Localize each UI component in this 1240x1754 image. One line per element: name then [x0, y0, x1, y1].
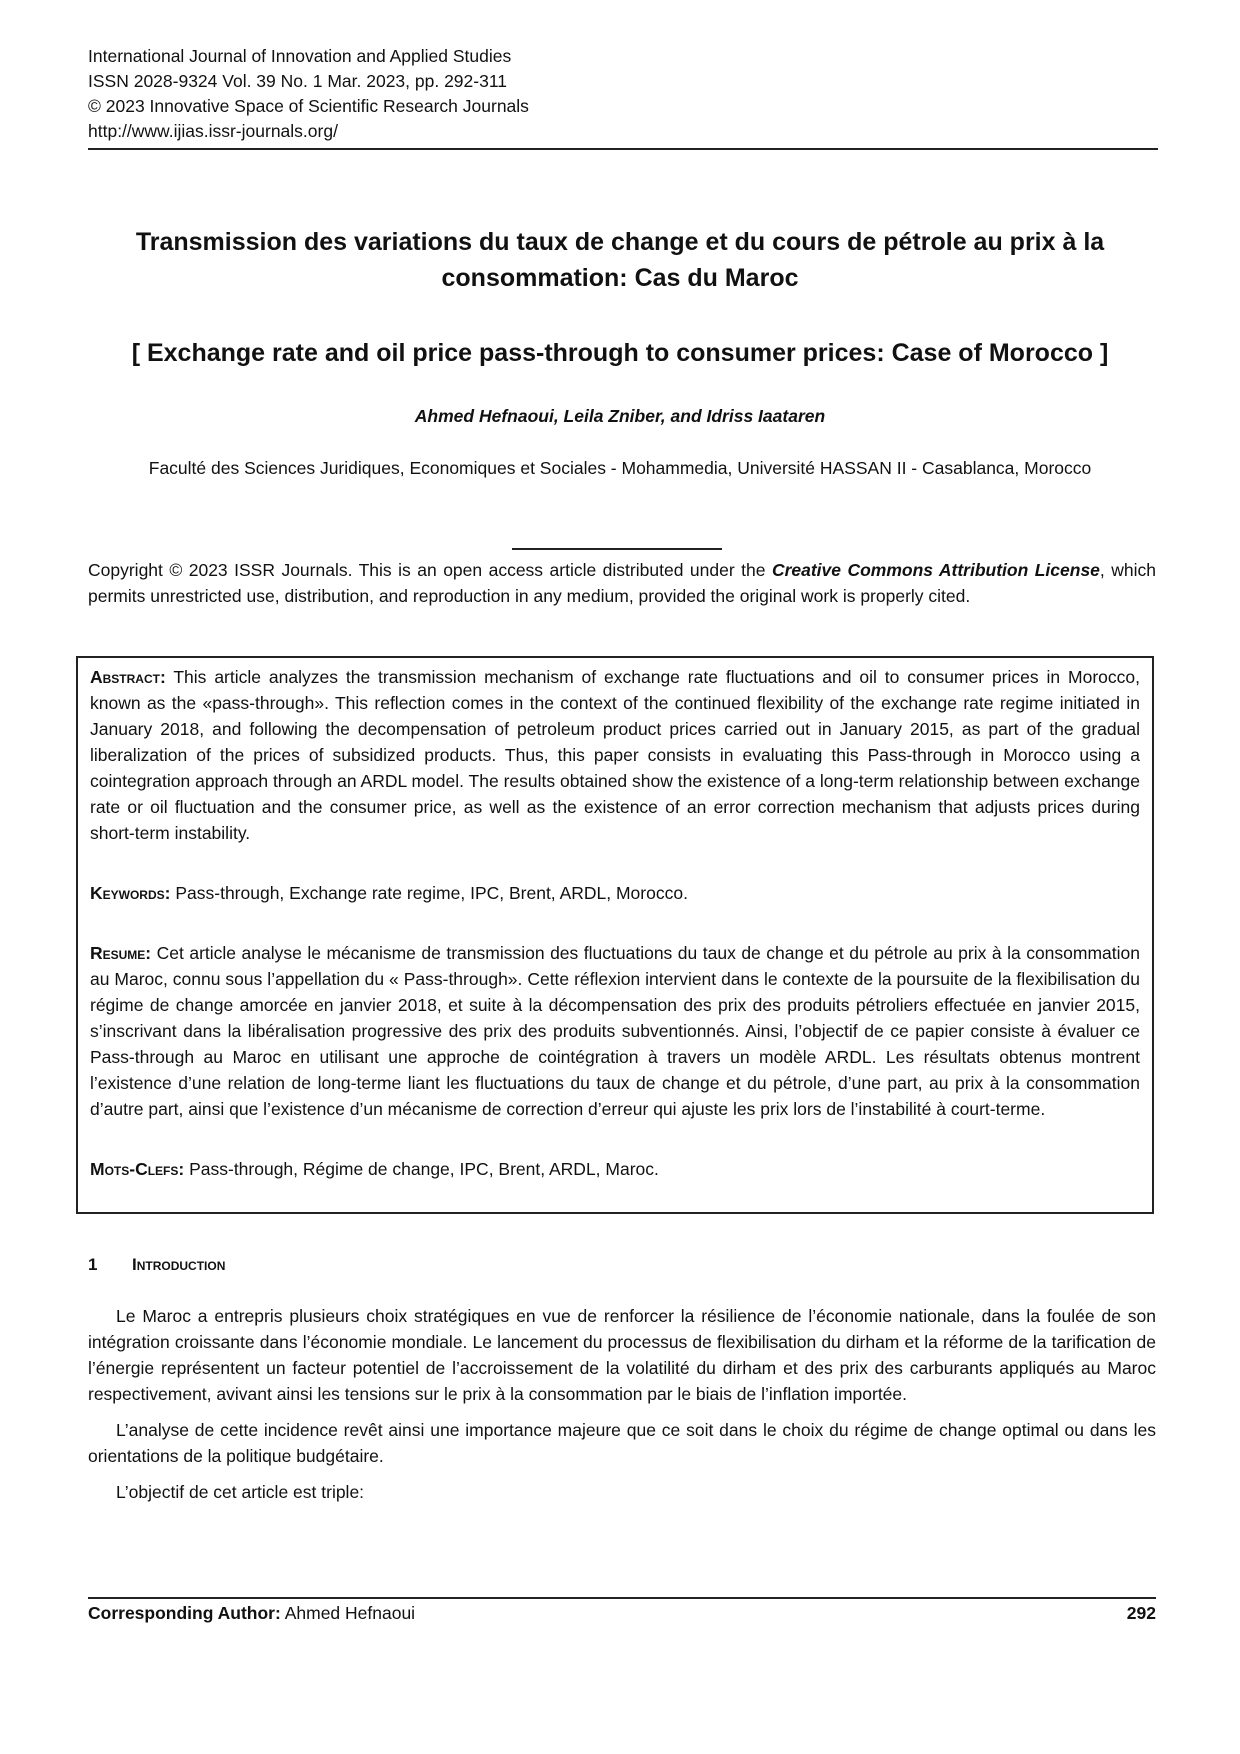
section-heading — [88, 1255, 225, 1275]
body-paragraph: L’objectif de cet article est triple: — [116, 1482, 365, 1502]
page-number: 292 — [1126, 1603, 1156, 1623]
corresponding-author-label: Corresponding Author: — [88, 1603, 281, 1623]
body-paragraph: Le Maroc a entrepris plusieurs choix stratégiques en vue de renforcer la résilience de l’économie nationale, dans la foulée de son intégration croissante dans l’économie mondiale. Le lancement du processus de flexibilisation du dirham et la réforme de la tarification de l’énergie représentent un facteur potentiel de l’accroissement de la volatilité du dirham et des prix des carburants appliqués au Maroc respectivement, avivant ainsi les tensions sur le prix à la consommation par le biais de l’inflation importée. — [88, 1306, 1156, 1404]
body-paragraph: L’analyse de cette incidence revêt ainsi une importance majeure que ce soit dans le choix du régime de change optimal ou dans les orientations de la politique budgétaire. — [88, 1420, 1156, 1466]
journal-name: International Journal of Innovation and Applied Studies — [88, 46, 512, 66]
resume-text: Cet article analyse le mécanisme de transmission des fluctuations du taux de change et du pétrole au prix à la consommation au Maroc, connu sous l’appellation du « Pass-through». Cette réflexion intervient dans le contexte de la poursuite de la flexibilisation du régime de change amorcée en janvier 2018, et suite à la décompensation des prix des produits pétroliers effectuée en janvier 2015, s’inscrivant dans la libéralisation progressive des prix des produits subventionnés. Ainsi, l’objectif de ce papier consiste à évaluer ce Pass-through au Maroc en utilisant une approche de cointégration à travers un modèle ARDL. Les résultats obtenus montrent l’existence d’une relation de long-terme liant les fluctuations du taux de change et du pétrole, d’une part, au prix à la consommation d’autre part, ainsi que l’existence d’un mécanisme de correction d’erreur qui ajuste les prix lors de l’instabilité à court-terme. — [90, 943, 1140, 1119]
corresponding-author — [88, 1603, 415, 1624]
journal-copyright: © 2023 Innovative Space of Scientific Research Journals — [88, 96, 529, 116]
authors: Ahmed Hefnaoui, Leila Zniber, and Idriss Iaataren — [414, 406, 826, 426]
keywords-paragraph — [90, 880, 1140, 906]
resume-paragraph — [90, 940, 1140, 1122]
abstract-text: This article analyzes the transmission mechanism of exchange rate fluctuations and oil to consumer prices in Morocco, known as the «pass-through». This reflection comes in the context of the continued flexibility of the exchange rate regime initiated in January 2018, and following the decompensation of petroleum product prices carried out in January 2015, as part of the gradual liberalization of the prices of subsidized products. Thus, this paper consists in evaluating this Pass-through in Morocco using a cointegration approach through an ARDL model. The results obtained show the existence of a long-term relationship between exchange rate or oil fluctuation and the consumer price, as well as the existence of an error correction mechanism that adjusts prices during short-term instability. — [90, 667, 1140, 843]
page-footer — [88, 1597, 1156, 1624]
keywords-text: Pass-through, Exchange rate regime, IPC, Brent, ARDL, Morocco. — [170, 883, 688, 903]
separator-rule — [512, 548, 722, 550]
mots-clefs-text: Pass-through, Régime de change, IPC, Brent, ARDL, Maroc. — [184, 1159, 659, 1179]
mots-clefs-label: Mots-Clefs: — [90, 1159, 185, 1179]
abstract-label: Abstract: — [90, 667, 166, 687]
abstract-box — [76, 656, 1154, 1214]
resume-label: Resume: — [90, 943, 152, 963]
journal-header — [88, 44, 1158, 150]
title-french: Transmission des variations du taux de change et du cours de pétrole au prix à la consommation: Cas du Maroc — [135, 228, 1105, 292]
body-text — [88, 1303, 1156, 1515]
copyright-notice — [88, 557, 1156, 609]
section-title: Introduction — [132, 1255, 226, 1274]
journal-url[interactable]: http://www.ijias.issr-journals.org/ — [88, 121, 338, 141]
section-number: 1 — [88, 1255, 98, 1274]
abstract-paragraph — [90, 664, 1140, 846]
affiliation: Faculté des Sciences Juridiques, Economiques et Sociales - Mohammedia, Université HASSAN II - Casablanca, Morocco — [148, 458, 1092, 478]
license-name: Creative Commons Attribution License — [771, 560, 1100, 580]
title-english: [ Exchange rate and oil price pass-through to consumer prices: Case of Morocco ] — [131, 339, 1109, 367]
keywords-label: Keywords: — [90, 883, 171, 903]
mots-clefs-paragraph — [90, 1156, 1140, 1182]
journal-issn: ISSN 2028-9324 Vol. 39 No. 1 Mar. 2023, pp. 292-311 — [88, 71, 507, 91]
copyright-text-before: Copyright © 2023 ISSR Journals. This is an open access article distributed under the — [88, 560, 772, 580]
copyright-text-after: , which permits unrestricted use, distribution, and reproduction in any medium, provided the original work is properly cited. — [88, 560, 1156, 606]
corresponding-author-name: Ahmed Hefnaoui — [280, 1603, 416, 1623]
